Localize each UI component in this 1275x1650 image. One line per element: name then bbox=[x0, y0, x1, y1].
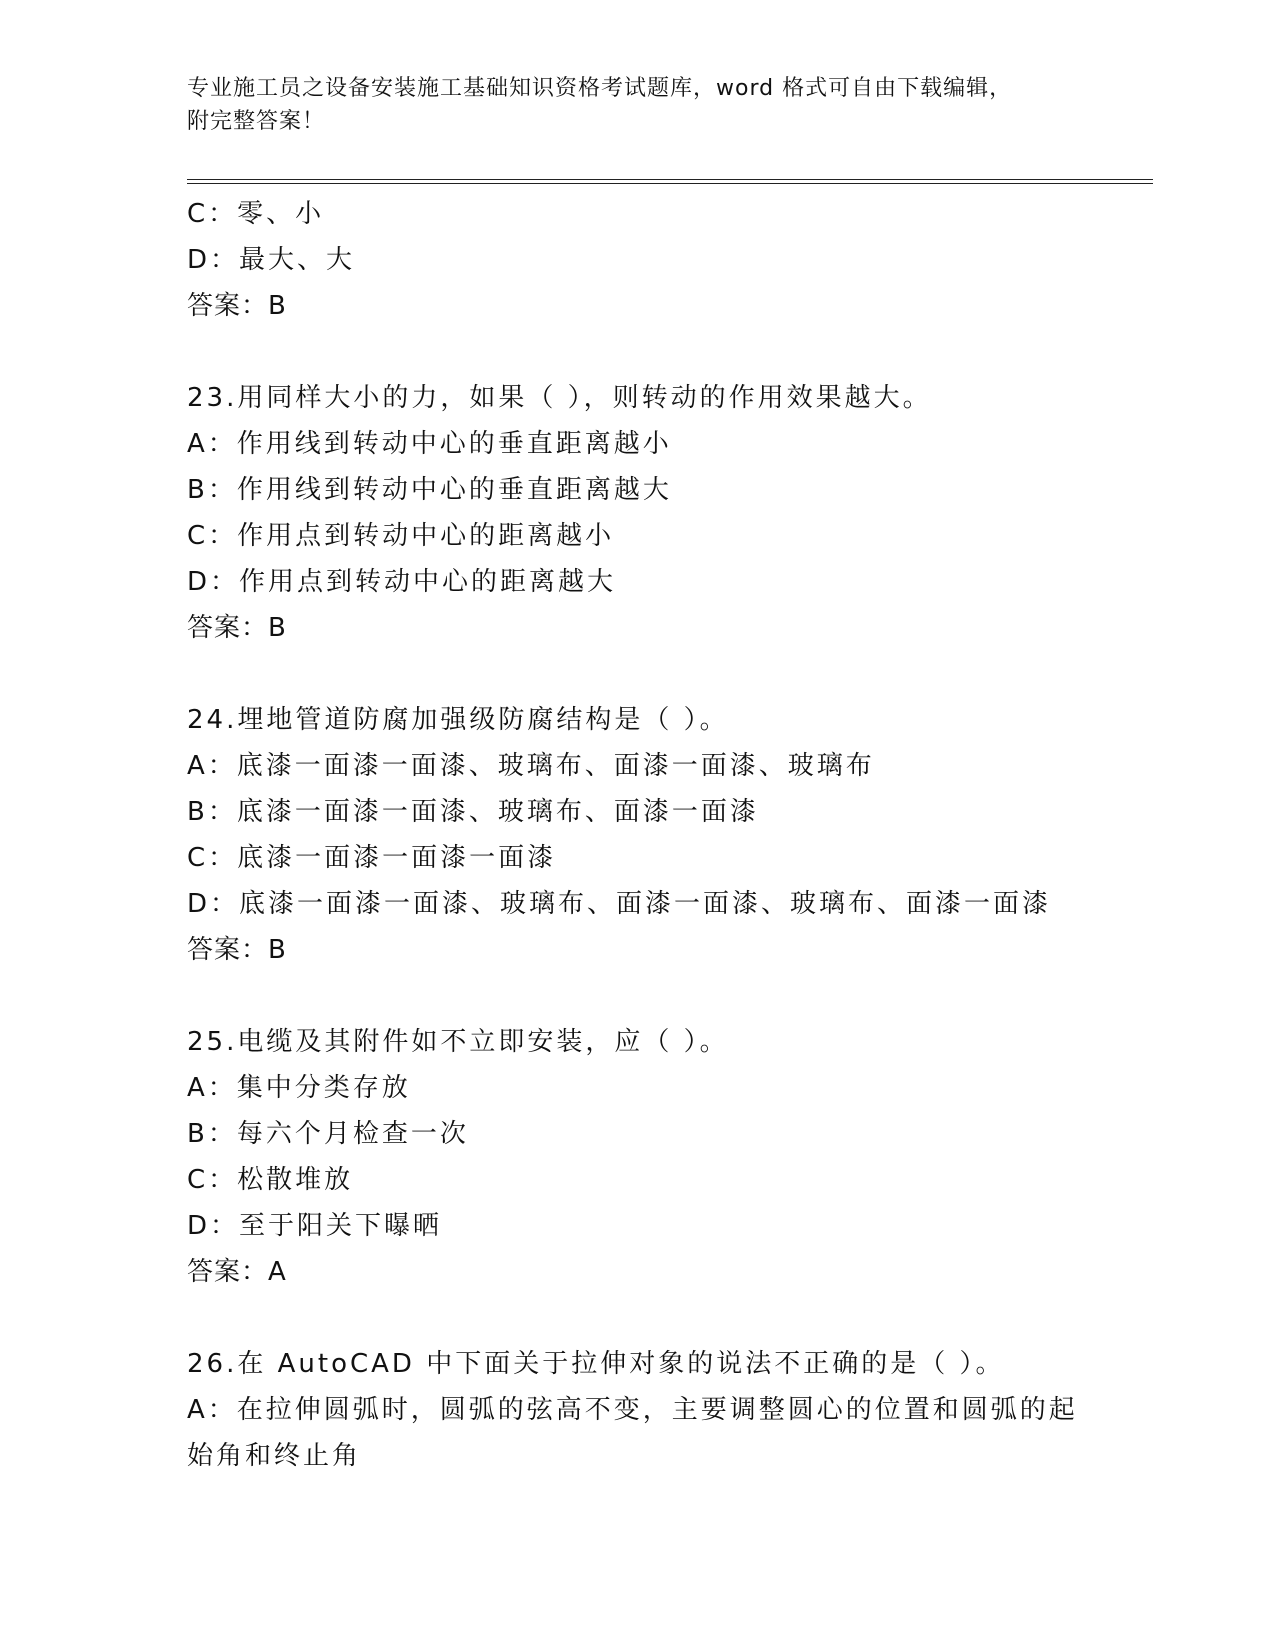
answer: 答案：B bbox=[187, 291, 287, 321]
option-b: B：作用线到转动中心的垂直距离越大 bbox=[187, 475, 672, 505]
spacer bbox=[187, 1295, 1087, 1341]
question-26 bbox=[187, 1341, 1087, 1479]
question-stem: 25.电缆及其附件如不立即安装，应（ ）。 bbox=[187, 1027, 729, 1057]
spacer bbox=[187, 651, 1087, 697]
header-line-2: 附完整答案！ bbox=[187, 109, 326, 134]
spacer bbox=[187, 973, 1087, 1019]
option-a: A：集中分类存放 bbox=[187, 1073, 411, 1103]
question-stem: 23.用同样大小的力，如果（ ），则转动的作用效果越大。 bbox=[187, 383, 932, 413]
question-stem: 26.在 AutoCAD 中下面关于拉伸对象的说法不正确的是（ ）。 bbox=[187, 1349, 1005, 1379]
header-divider-top bbox=[187, 179, 1153, 180]
question-25 bbox=[187, 1019, 1087, 1295]
question-23 bbox=[187, 375, 1087, 651]
option-b: B：每六个月检查一次 bbox=[187, 1119, 469, 1149]
answer: 答案：B bbox=[187, 935, 287, 965]
question-list bbox=[187, 191, 1087, 1479]
answer: 答案：B bbox=[187, 613, 287, 643]
option-d: D：底漆一面漆一面漆、玻璃布、面漆一面漆、玻璃布、面漆一面漆 bbox=[187, 889, 1052, 919]
header-line-1: 专业施工员之设备安装施工基础知识资格考试题库，word 格式可自由下载编辑， bbox=[187, 76, 1013, 101]
option-c: C：底漆一面漆一面漆一面漆 bbox=[187, 843, 557, 873]
option-a-continuation: 始角和终止角 bbox=[187, 1441, 362, 1471]
option-d: D：至于阳关下曝晒 bbox=[187, 1211, 443, 1241]
header-divider-bottom bbox=[187, 183, 1153, 184]
option-a: A：底漆一面漆一面漆、玻璃布、面漆一面漆、玻璃布 bbox=[187, 751, 875, 781]
option-d: D：最大、大 bbox=[187, 245, 356, 275]
option-a: A：在拉伸圆弧时，圆弧的弦高不变，主要调整圆心的位置和圆弧的起 bbox=[187, 1395, 1078, 1425]
document-header bbox=[187, 72, 1087, 138]
option-c: C：零、小 bbox=[187, 199, 325, 229]
option-c: C：作用点到转动中心的距离越小 bbox=[187, 521, 615, 551]
spacer bbox=[187, 329, 1087, 375]
question-stem: 24.埋地管道防腐加强级防腐结构是（ ）。 bbox=[187, 705, 729, 735]
option-b: B：底漆一面漆一面漆、玻璃布、面漆一面漆 bbox=[187, 797, 759, 827]
option-a: A：作用线到转动中心的垂直距离越小 bbox=[187, 429, 672, 459]
answer: 答案：A bbox=[187, 1257, 287, 1287]
question-22-continuation bbox=[187, 191, 1087, 329]
question-24 bbox=[187, 697, 1087, 973]
option-d: D：作用点到转动中心的距离越大 bbox=[187, 567, 617, 597]
option-c: C：松散堆放 bbox=[187, 1165, 354, 1195]
